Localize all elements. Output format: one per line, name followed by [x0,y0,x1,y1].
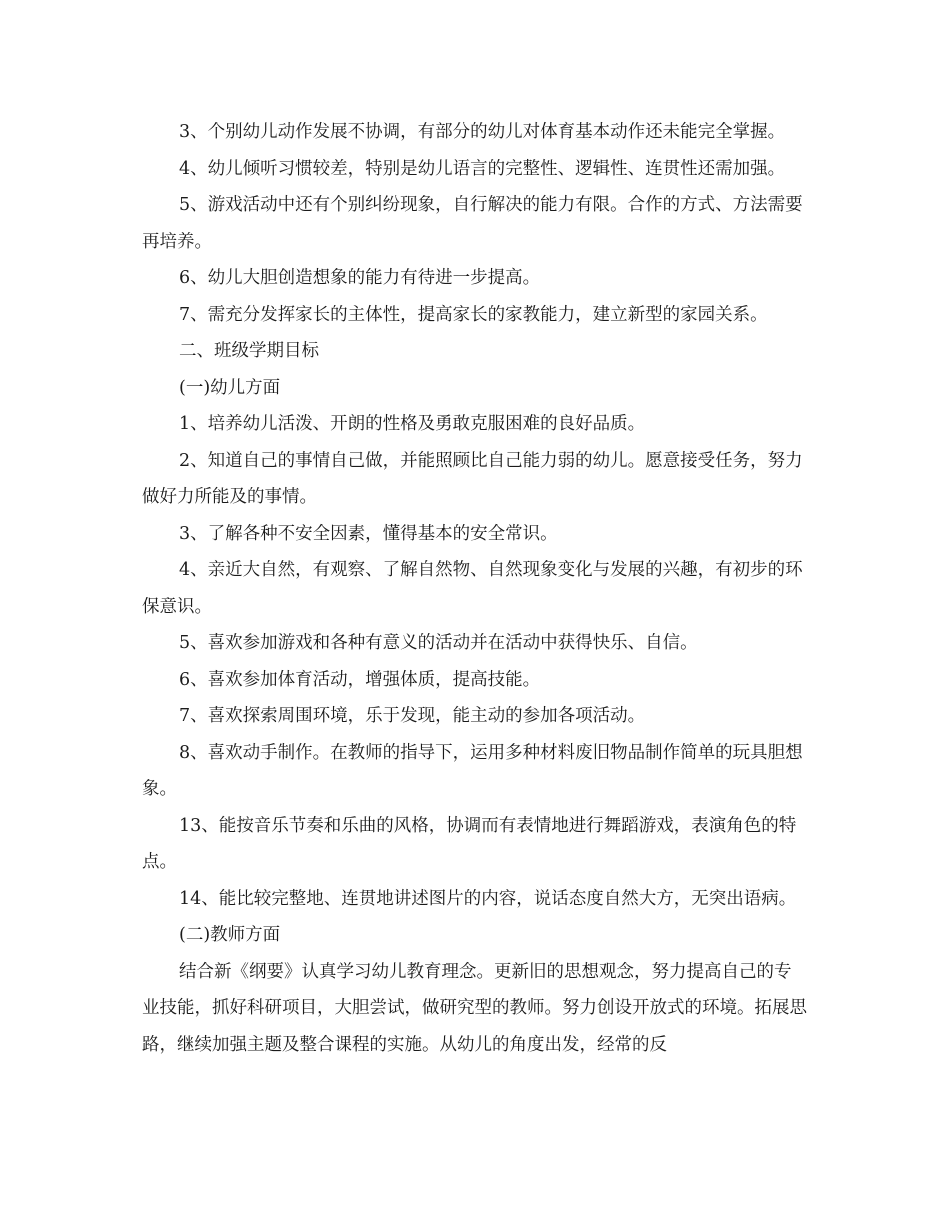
paragraph-deficiency-6: 6、幼儿大胆创造想象的能力有待进一步提高。 [179,268,541,288]
paragraph-deficiency-5: 5、游戏活动中还有个别纠纷现象，自行解决的能力有限。合作的方式、方法需要再培养。 [142,195,803,252]
paragraph-goal-3: 3、了解各种不安全因素，懂得基本的安全常识。 [179,523,558,544]
subheading-children: (一)幼儿方面 [179,377,281,398]
paragraph-goal-14: 14、能比较完整地、连贯地讲述图片的内容，说话态度自然大方，无突出语病。 [179,888,797,909]
paragraph-goal-5: 5、喜欢参加游戏和各种有意义的活动并在活动中获得快乐、自信。 [179,633,698,653]
document-body [142,114,808,1063]
paragraph-goal-13: 13、能按音乐节奏和乐曲的风格，协调而有表情地进行舞蹈游戏，表演角色的特点。 [142,815,797,872]
section-heading-class-goals: 二、班级学期目标 [179,341,319,361]
paragraph-teacher-goals: 结合新《纲要》认真学习幼儿教育理念。更新旧的思想观念，努力提高自己的专业技能，抓好科研项目，大胆尝试，做研究型的教师。努力创设开放式的环境。拓展思路，继续加强主题及整合课程的实施。从幼儿的角度出发，经常的反 [142,961,807,1055]
paragraph-deficiency-3: 3、个别幼儿动作发展不协调，有部分的幼儿对体育基本动作还未能完全掌握。 [179,122,786,142]
paragraph-deficiency-7: 7、需充分发挥家长的主体性，提高家长的家教能力，建立新型的家园关系。 [179,304,768,325]
paragraph-goal-6: 6、喜欢参加体育活动，增强体质，提高技能。 [179,669,541,690]
paragraph-goal-7: 7、喜欢探索周围环境，乐于发现，能主动的参加各项活动。 [179,706,646,726]
paragraph-goal-1: 1、培养幼儿活泼、开朗的性格及勇敢克服困难的良好品质。 [179,414,646,434]
paragraph-goal-8: 8、喜欢动手制作。在教师的指导下，运用多种材料废旧物品制作简单的玩具胆想象。 [142,742,803,799]
paragraph-goal-4: 4、亲近大自然，有观察、了解自然物、自然现象变化与发展的兴趣，有初步的环保意识。 [142,560,803,617]
paragraph-goal-2: 2、知道自己的事情自己做，并能照顾比自己能力弱的幼儿。愿意接受任务，努力做好力所能及的事情。 [142,450,803,507]
subheading-teachers: (二)教师方面 [179,925,281,945]
paragraph-deficiency-4: 4、幼儿倾听习惯较差，特别是幼儿语言的完整性、逻辑性、连贯性还需加强。 [179,158,786,179]
